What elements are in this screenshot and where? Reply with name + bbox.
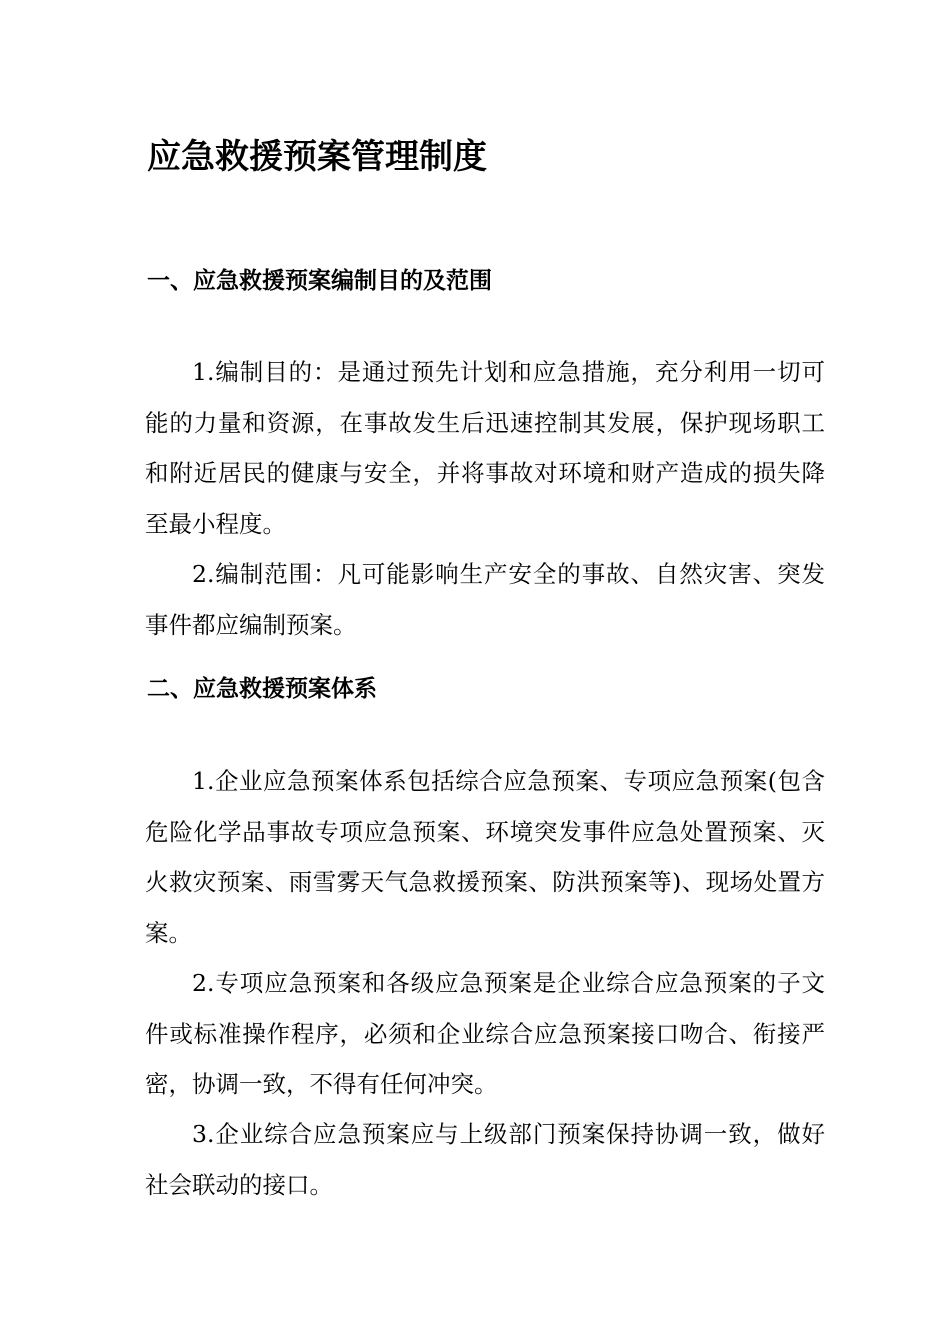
- paragraph-sub-plans: 2.专项应急预案和各级应急预案是企业综合应急预案的子文件或标准操作程序，必须和企业综合应急预案接口吻合、衔接严密，协调一致，不得有任何冲突。: [145, 969, 825, 1098]
- document-title: 应急救援预案管理制度: [147, 137, 487, 177]
- paragraph-coordination: 3.企业综合应急预案应与上级部门预案保持协调一致，做好社会联动的接口。: [145, 1120, 825, 1199]
- section-heading-purpose-scope: 一、应急救援预案编制目的及范围: [147, 268, 492, 294]
- paragraph-scope: 2.编制范围：凡可能影响生产安全的事故、自然灾害、突发事件都应编制预案。: [145, 560, 825, 639]
- paragraph-system-composition: 1.企业应急预案体系包括综合应急预案、专项应急预案(包含危险化学品事故专项应急预案、环境突发事件应急处置预案、灭火救灾预案、雨雪雾天气急救援预案、防洪预案等)、现场处置方案。: [145, 767, 825, 947]
- paragraph-purpose: 1.编制目的：是通过预先计划和应急措施，充分利用一切可能的力量和资源，在事故发生后迅速控制其发展，保护现场职工和附近居民的健康与安全，并将事故对环境和财产造成的损失降至最小程度。: [145, 358, 825, 538]
- section-heading-plan-system: 二、应急救援预案体系: [147, 676, 377, 702]
